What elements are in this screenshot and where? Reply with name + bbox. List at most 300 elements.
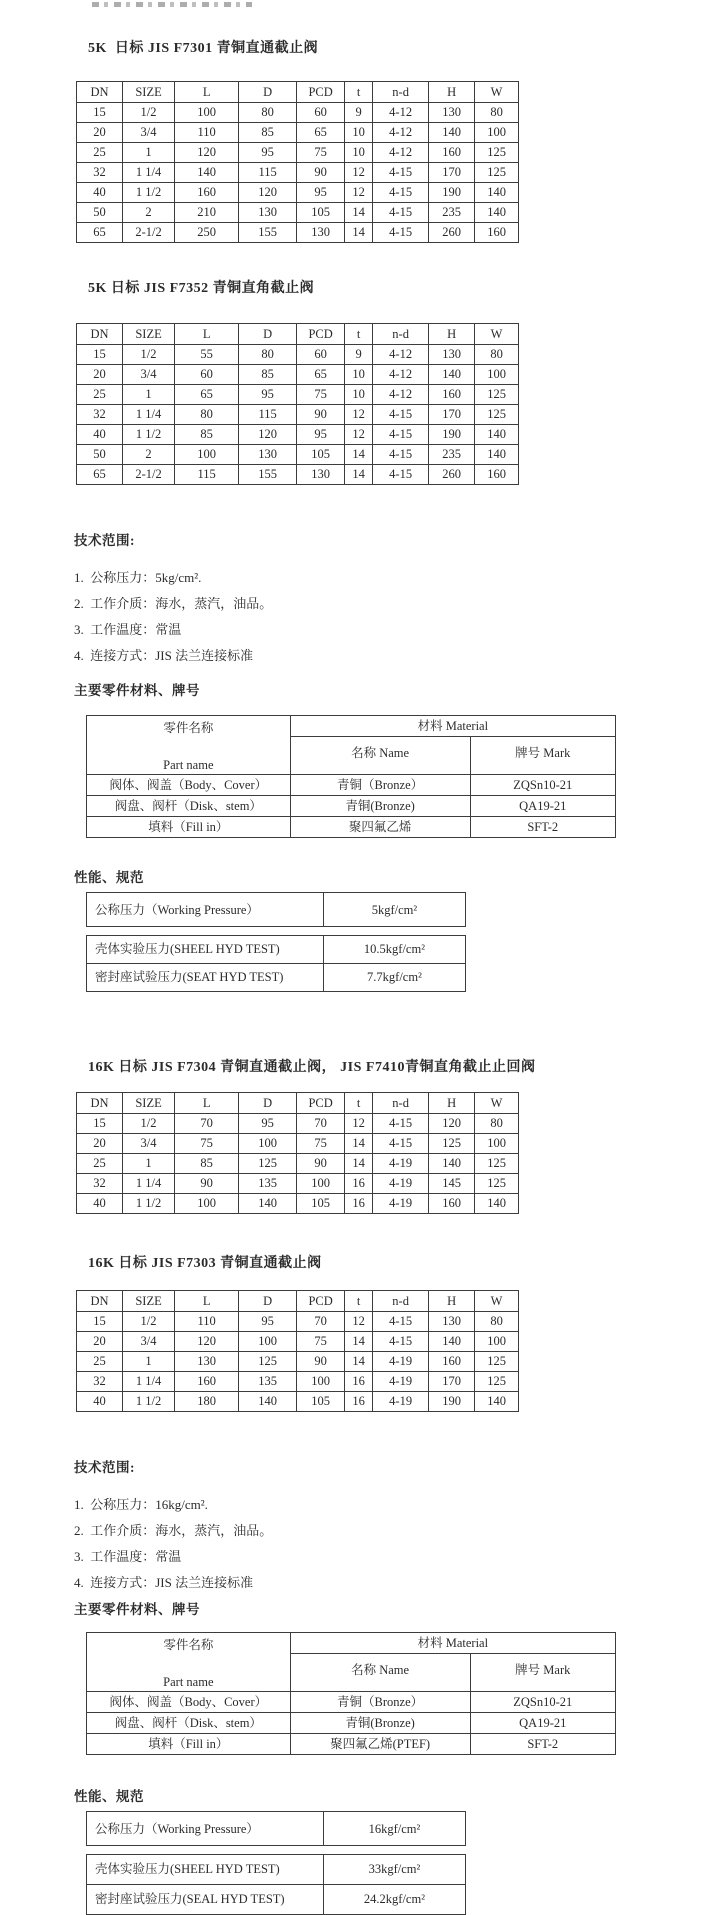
- table-row: [77, 123, 519, 143]
- table-cell: 85: [239, 365, 297, 385]
- table-cell: 75: [297, 385, 345, 405]
- table-cell: SFT-2: [470, 1734, 615, 1755]
- table-cell: 75: [297, 143, 345, 163]
- table-cell: 16: [345, 1372, 373, 1392]
- name-header-cell: 名称 Name: [290, 1654, 470, 1692]
- table-cell: 60: [175, 365, 239, 385]
- table-row: [77, 1114, 519, 1134]
- materials-table-16k: [86, 1632, 616, 1755]
- table-cell: 15: [77, 1312, 123, 1332]
- table-row: [77, 1194, 519, 1214]
- table-cell: 密封座试验压力(SEAT HYD TEST): [87, 964, 324, 992]
- table-cell: SIZE: [122, 1291, 174, 1312]
- table-cell: 3/4: [122, 123, 174, 143]
- table-cell: 阀盘、阀杆（Disk、stem）: [87, 796, 291, 817]
- table-cell: 140: [475, 1392, 519, 1412]
- table-cell: 33kgf/cm²: [323, 1855, 465, 1885]
- table-cell: 100: [175, 445, 239, 465]
- table-row: [87, 1692, 616, 1713]
- material-header-cell: 材料 Material: [290, 716, 615, 737]
- table-cell: 15: [77, 345, 123, 365]
- table-cell: 160: [429, 385, 475, 405]
- table-cell: 120: [429, 1114, 475, 1134]
- table-row: [77, 445, 519, 465]
- table-cell: 20: [77, 1134, 123, 1154]
- table-cell: D: [239, 82, 297, 103]
- table-row: [87, 775, 616, 796]
- table-cell: 壳体实验压力(SHEEL HYD TEST): [87, 936, 324, 964]
- table-cell: n-d: [373, 82, 429, 103]
- table-cell: 4-12: [373, 103, 429, 123]
- table-cell: 80: [475, 345, 519, 365]
- table-cell: 1/2: [122, 103, 174, 123]
- table-cell: 4-12: [373, 345, 429, 365]
- table-cell: 125: [475, 1174, 519, 1194]
- table-cell: 10: [345, 365, 373, 385]
- table-cell: L: [175, 1291, 239, 1312]
- table-cell: 4-19: [373, 1372, 429, 1392]
- table-row: [77, 1352, 519, 1372]
- table-cell: 100: [239, 1332, 297, 1352]
- table-header-row: [87, 1633, 616, 1654]
- mark-header-cell: 牌号 Mark: [470, 737, 615, 775]
- table-cell: 140: [429, 1154, 475, 1174]
- table-cell: 160: [429, 1352, 475, 1372]
- table-cell: 140: [239, 1194, 297, 1214]
- table-cell: 90: [297, 1154, 345, 1174]
- table-cell: 120: [239, 425, 297, 445]
- table-cell: 75: [297, 1134, 345, 1154]
- table-cell: 130: [175, 1352, 239, 1372]
- table-cell: 9: [345, 103, 373, 123]
- tech-scope-item: 2. 工作介质：海水，蒸汽，油品。: [74, 596, 273, 611]
- table-cell: 4-15: [373, 1312, 429, 1332]
- table-cell: 1 1/2: [122, 425, 174, 445]
- table-row: [87, 1855, 466, 1885]
- table-cell: DN: [77, 82, 123, 103]
- table-cell: SIZE: [122, 324, 174, 345]
- table-cell: n-d: [373, 324, 429, 345]
- table-row: [87, 1734, 616, 1755]
- table-cell: 140: [175, 163, 239, 183]
- table-cell: 4-15: [373, 163, 429, 183]
- table-cell: 140: [475, 445, 519, 465]
- table-cell: 110: [175, 123, 239, 143]
- table-cell: 20: [77, 1332, 123, 1352]
- table-cell: 10: [345, 143, 373, 163]
- table-cell: 2: [122, 203, 174, 223]
- table-cell: 1/2: [122, 345, 174, 365]
- table-cell: 70: [297, 1114, 345, 1134]
- table-cell: 170: [429, 405, 475, 425]
- tech-scope-item: 3. 工作温度：常温: [74, 622, 182, 637]
- table-cell: 105: [297, 1392, 345, 1412]
- table-cell: 100: [297, 1174, 345, 1194]
- table-header-row: [87, 716, 616, 737]
- table-cell: 130: [297, 465, 345, 485]
- table-cell: 2-1/2: [122, 465, 174, 485]
- table-header-row: [77, 1291, 519, 1312]
- table-cell: 16: [345, 1392, 373, 1412]
- table-cell: t: [345, 82, 373, 103]
- table-cell: 3/4: [122, 1332, 174, 1352]
- table-cell: 190: [429, 183, 475, 203]
- table-row: [77, 465, 519, 485]
- table-cell: 80: [175, 405, 239, 425]
- table-cell: 115: [239, 163, 297, 183]
- table-row: [77, 425, 519, 445]
- table-cell: 105: [297, 203, 345, 223]
- table-cell: 1/2: [122, 1114, 174, 1134]
- table-cell: 4-15: [373, 223, 429, 243]
- table-cell: D: [239, 324, 297, 345]
- table-cell: 4-15: [373, 1114, 429, 1134]
- table-cell: 125: [475, 385, 519, 405]
- section-title-f7352: 5K 日标 JIS F7352 青铜直角截止阀: [88, 281, 315, 296]
- table-cell: 140: [429, 365, 475, 385]
- table-cell: DN: [77, 324, 123, 345]
- table-cell: 4-15: [373, 183, 429, 203]
- tech-scope-item: 4. 连接方式：JIS 法兰连接标准: [74, 1575, 254, 1590]
- table-cell: 青铜（Bronze）: [290, 1692, 470, 1713]
- table-cell: 填料（Fill in）: [87, 1734, 291, 1755]
- table-cell: 填料（Fill in）: [87, 817, 291, 838]
- mark-header-cell: 牌号 Mark: [470, 1654, 615, 1692]
- table-cell: 密封座试验压力(SEAL HYD TEST): [87, 1885, 324, 1915]
- table-cell: 130: [429, 103, 475, 123]
- table-cell: PCD: [297, 82, 345, 103]
- table-cell: 50: [77, 203, 123, 223]
- part-name-cn: 零件名称: [163, 721, 214, 735]
- table-cell: 4-12: [373, 365, 429, 385]
- table-cell: 4-19: [373, 1154, 429, 1174]
- table-cell: 95: [239, 143, 297, 163]
- table-row: [77, 143, 519, 163]
- table-cell: 100: [475, 1134, 519, 1154]
- table-cell: 95: [297, 183, 345, 203]
- table-cell: 公称压力（Working Pressure）: [87, 1812, 324, 1846]
- table-cell: 15: [77, 1114, 123, 1134]
- table-cell: 14: [345, 1154, 373, 1174]
- table-cell: W: [475, 1291, 519, 1312]
- table-row: [77, 203, 519, 223]
- section-title-f7303: 16K 日标 JIS F7303 青铜直通截止阀: [88, 1256, 322, 1271]
- table-row: [77, 163, 519, 183]
- table-row: [87, 964, 466, 992]
- table-row: [77, 1154, 519, 1174]
- name-header-cell: 名称 Name: [290, 737, 470, 775]
- table-cell: 155: [239, 465, 297, 485]
- table-cell: 2: [122, 445, 174, 465]
- table-cell: L: [175, 324, 239, 345]
- table-cell: 12: [345, 163, 373, 183]
- table-cell: 170: [429, 1372, 475, 1392]
- material-header-cell: 材料 Material: [290, 1633, 615, 1654]
- table-cell: 90: [297, 1352, 345, 1372]
- section-title-f7304: 16K 日标 JIS F7304 青铜直通截止阀， JIS F7410青铜直角截止止回阀: [88, 1060, 536, 1075]
- table-cell: 16: [345, 1174, 373, 1194]
- table-cell: 125: [429, 1134, 475, 1154]
- table-cell: 155: [239, 223, 297, 243]
- table-cell: 100: [475, 365, 519, 385]
- table-cell: 10: [345, 123, 373, 143]
- table-cell: 130: [297, 223, 345, 243]
- table-cell: 125: [239, 1154, 297, 1174]
- table-cell: 260: [429, 465, 475, 485]
- performance-title-16k: 性能、规范: [74, 1789, 144, 1804]
- dimension-table-f7304: [76, 1092, 519, 1214]
- table-cell: 阀盘、阀杆（Disk、stem）: [87, 1713, 291, 1734]
- table-cell: PCD: [297, 324, 345, 345]
- table-cell: 180: [175, 1392, 239, 1412]
- table-cell: 阀体、阀盖（Body、Cover）: [87, 1692, 291, 1713]
- table-cell: H: [429, 1093, 475, 1114]
- table-cell: 140: [475, 183, 519, 203]
- table-cell: 125: [475, 1154, 519, 1174]
- table-row: [77, 345, 519, 365]
- table-cell: 阀体、阀盖（Body、Cover）: [87, 775, 291, 796]
- table-cell: 135: [239, 1372, 297, 1392]
- table-cell: 130: [429, 1312, 475, 1332]
- table-cell: 100: [175, 1194, 239, 1214]
- table-cell: 100: [297, 1372, 345, 1392]
- table-cell: 125: [475, 143, 519, 163]
- table-cell: 40: [77, 1194, 123, 1214]
- table-header-row: [77, 82, 519, 103]
- performance-pressure-table-5k: [86, 892, 466, 927]
- table-cell: SFT-2: [470, 817, 615, 838]
- table-cell: QA19-21: [470, 796, 615, 817]
- table-cell: 20: [77, 123, 123, 143]
- table-cell: 12: [345, 405, 373, 425]
- table-cell: 青铜（Bronze）: [290, 775, 470, 796]
- table-cell: 聚四氟乙烯: [290, 817, 470, 838]
- table-cell: L: [175, 82, 239, 103]
- table-cell: 40: [77, 1392, 123, 1412]
- table-cell: 105: [297, 445, 345, 465]
- table-cell: 3/4: [122, 1134, 174, 1154]
- materials-table-5k: [86, 715, 616, 838]
- table-cell: 160: [175, 183, 239, 203]
- table-cell: 25: [77, 1154, 123, 1174]
- table-cell: 65: [77, 465, 123, 485]
- table-cell: 125: [475, 1372, 519, 1392]
- table-cell: 65: [297, 123, 345, 143]
- table-row: [77, 1134, 519, 1154]
- table-cell: 100: [175, 103, 239, 123]
- table-cell: 4-15: [373, 405, 429, 425]
- part-name-en: Part name: [163, 1675, 214, 1689]
- table-cell: 聚四氟乙烯(PTEF): [290, 1734, 470, 1755]
- table-cell: 1: [122, 143, 174, 163]
- table-cell: 85: [175, 1154, 239, 1174]
- table-cell: 135: [239, 1174, 297, 1194]
- table-cell: D: [239, 1093, 297, 1114]
- table-cell: 1: [122, 1154, 174, 1174]
- table-cell: 80: [475, 1114, 519, 1134]
- table-cell: 3/4: [122, 365, 174, 385]
- table-row: [87, 1713, 616, 1734]
- table-cell: 4-15: [373, 445, 429, 465]
- table-cell: 4-19: [373, 1352, 429, 1372]
- table-cell: 7.7kgf/cm²: [323, 964, 465, 992]
- table-cell: 4-19: [373, 1174, 429, 1194]
- table-row: [77, 223, 519, 243]
- table-cell: 130: [239, 445, 297, 465]
- table-cell: 青铜(Bronze): [290, 796, 470, 817]
- table-cell: 90: [297, 405, 345, 425]
- table-cell: 4-12: [373, 123, 429, 143]
- table-cell: 4-19: [373, 1392, 429, 1412]
- table-cell: ZQSn10-21: [470, 775, 615, 796]
- table-cell: 140: [475, 425, 519, 445]
- table-row: [87, 1812, 466, 1846]
- table-cell: 1 1/2: [122, 1392, 174, 1412]
- table-cell: 100: [475, 1332, 519, 1352]
- table-cell: 65: [77, 223, 123, 243]
- table-row: [87, 1885, 466, 1915]
- table-cell: 1 1/4: [122, 163, 174, 183]
- table-cell: 75: [297, 1332, 345, 1352]
- table-cell: 14: [345, 445, 373, 465]
- table-cell: 14: [345, 203, 373, 223]
- table-cell: 32: [77, 163, 123, 183]
- table-cell: 1 1/2: [122, 183, 174, 203]
- tech-scope-title-5k: 技术范围:: [74, 533, 135, 548]
- table-cell: 130: [239, 203, 297, 223]
- table-cell: 1 1/2: [122, 1194, 174, 1214]
- table-cell: 50: [77, 445, 123, 465]
- table-cell: 4-12: [373, 385, 429, 405]
- table-cell: 95: [239, 1312, 297, 1332]
- table-cell: 14: [345, 1332, 373, 1352]
- table-cell: 95: [239, 385, 297, 405]
- table-cell: 250: [175, 223, 239, 243]
- table-cell: 20: [77, 365, 123, 385]
- table-cell: 5kgf/cm²: [323, 893, 465, 927]
- table-cell: 公称压力（Working Pressure）: [87, 893, 324, 927]
- table-cell: 210: [175, 203, 239, 223]
- table-cell: 190: [429, 425, 475, 445]
- table-cell: 80: [239, 103, 297, 123]
- table-cell: 32: [77, 1174, 123, 1194]
- table-cell: 16kgf/cm²: [323, 1812, 465, 1846]
- part-name-header-cell: [87, 716, 291, 775]
- table-cell: 160: [475, 223, 519, 243]
- table-cell: 25: [77, 385, 123, 405]
- tech-scope-item: 3. 工作温度：常温: [74, 1549, 182, 1564]
- table-cell: 145: [429, 1174, 475, 1194]
- table-cell: 105: [297, 1194, 345, 1214]
- table-cell: 青铜(Bronze): [290, 1713, 470, 1734]
- table-cell: PCD: [297, 1093, 345, 1114]
- table-cell: 65: [297, 365, 345, 385]
- table-cell: 1 1/4: [122, 1174, 174, 1194]
- table-cell: 80: [239, 345, 297, 365]
- table-cell: DN: [77, 1093, 123, 1114]
- table-cell: W: [475, 82, 519, 103]
- table-cell: 110: [175, 1312, 239, 1332]
- tech-scope-item: 1. 公称压力：16kg/cm².: [74, 1497, 208, 1512]
- table-cell: n-d: [373, 1291, 429, 1312]
- truncated-top-text-fragment: [92, 2, 252, 7]
- table-cell: 95: [297, 425, 345, 445]
- table-cell: 115: [239, 405, 297, 425]
- table-cell: 170: [429, 163, 475, 183]
- table-cell: 130: [429, 345, 475, 365]
- table-cell: 4-12: [373, 143, 429, 163]
- table-cell: 80: [475, 1312, 519, 1332]
- table-cell: SIZE: [122, 82, 174, 103]
- section-title-f7301: 5K 日标 JIS F7301 青铜直通截止阀: [88, 41, 319, 56]
- dimension-table-f7303: [76, 1290, 519, 1412]
- tech-scope-item: 4. 连接方式：JIS 法兰连接标准: [74, 648, 254, 663]
- table-cell: 90: [175, 1174, 239, 1194]
- table-cell: 160: [175, 1372, 239, 1392]
- table-cell: 125: [475, 1352, 519, 1372]
- table-cell: 115: [175, 465, 239, 485]
- table-row: [77, 183, 519, 203]
- table-cell: 4-19: [373, 1194, 429, 1214]
- table-cell: 14: [345, 223, 373, 243]
- table-cell: L: [175, 1093, 239, 1114]
- table-cell: 9: [345, 345, 373, 365]
- table-row: [77, 365, 519, 385]
- table-row: [77, 385, 519, 405]
- table-cell: 95: [239, 1114, 297, 1134]
- table-cell: n-d: [373, 1093, 429, 1114]
- table-cell: PCD: [297, 1291, 345, 1312]
- performance-pressure-table-16k: [86, 1811, 466, 1846]
- table-cell: 85: [239, 123, 297, 143]
- table-cell: 10: [345, 385, 373, 405]
- table-cell: 40: [77, 183, 123, 203]
- table-cell: 60: [297, 345, 345, 365]
- table-cell: ZQSn10-21: [470, 1692, 615, 1713]
- table-cell: 1 1/4: [122, 405, 174, 425]
- table-cell: 40: [77, 425, 123, 445]
- table-cell: 24.2kgf/cm²: [323, 1885, 465, 1915]
- table-cell: 壳体实验压力(SHEEL HYD TEST): [87, 1855, 324, 1885]
- table-cell: 32: [77, 1372, 123, 1392]
- part-name-header-cell: [87, 1633, 291, 1692]
- table-cell: 4-15: [373, 203, 429, 223]
- table-cell: 160: [475, 465, 519, 485]
- table-cell: 14: [345, 1134, 373, 1154]
- table-cell: 4-15: [373, 1134, 429, 1154]
- table-cell: 90: [297, 163, 345, 183]
- performance-title-5k: 性能、规范: [74, 870, 144, 885]
- materials-title-16k: 主要零件材料、牌号: [74, 1602, 200, 1617]
- table-header-row: [77, 1093, 519, 1114]
- table-cell: 120: [239, 183, 297, 203]
- table-cell: 12: [345, 183, 373, 203]
- table-cell: 65: [175, 385, 239, 405]
- table-cell: W: [475, 1093, 519, 1114]
- table-cell: 140: [239, 1392, 297, 1412]
- table-cell: 16: [345, 1194, 373, 1214]
- table-row: [77, 103, 519, 123]
- table-row: [77, 405, 519, 425]
- table-cell: 4-15: [373, 465, 429, 485]
- table-cell: SIZE: [122, 1093, 174, 1114]
- table-cell: 4-15: [373, 1332, 429, 1352]
- table-row: [77, 1312, 519, 1332]
- table-cell: 4-15: [373, 425, 429, 445]
- tech-scope-list-5k: [74, 565, 720, 669]
- table-cell: 120: [175, 143, 239, 163]
- table-cell: H: [429, 1291, 475, 1312]
